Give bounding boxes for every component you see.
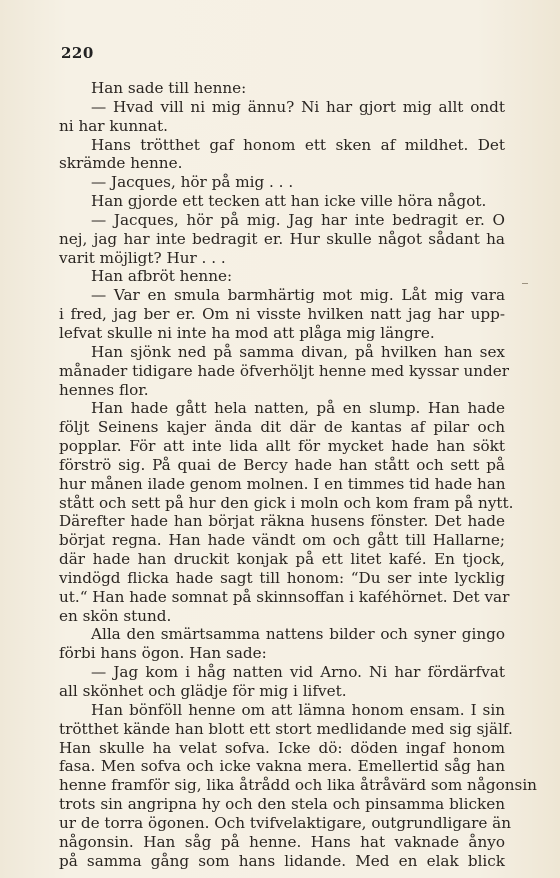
text-line: — Jacques, hör på mig . . . [91,173,294,192]
text-line: hur månen ilade genom molnen. I en timmes tid hade han [59,474,506,493]
text-line: på samma gång som hans lidande. Med en elak blick [59,851,505,870]
text-line: förbi hans ögon. Han sade: [59,644,267,663]
text-line: Hans trötthet gaf honom ett sken af mildhet. Det [91,135,505,154]
text-line: trötthet kände han blott ett stort medlidande med sig själf. [59,719,513,738]
text-line: lefvat skulle ni inte ha mod att plåga mig längre. [59,323,435,342]
text-line: stått och sett på hur den gick i moln och kom fram på nytt. [59,493,514,512]
page-number: 220 [61,44,94,62]
body-text [59,79,537,870]
margin-mark [522,283,528,284]
text-line: — Jacques, hör på mig. Jag har inte bedragit er. O [91,210,505,229]
text-line: ni har kunnat. [59,116,168,135]
text-line: Han hade gått hela natten, på en slump. Han hade [91,399,505,418]
text-line: följt Seinens kajer ända dit där de kantas af pilar och [59,418,505,437]
text-line: skrämde henne. [59,154,183,173]
text-line: ur de torra ögonen. Och tvifvelaktigare, outgrundligare än [59,813,512,832]
text-line: månader tidigare hade öfverhöljt henne med kyssar under [59,361,510,380]
text-line: henne framför sig, lika åtrådd och lika åtråvärd som någonsin [59,776,537,795]
text-line: en skön stund. [59,606,172,625]
text-line: Han sade till henne: [91,79,247,97]
text-line: trots sin angripna hy och den stela och pinsamma blicken [59,795,505,814]
text-line: ut.“ Han hade somnat på skinnsoffan i kaféhörnet. Det var [59,587,510,606]
text-line: Han skulle ha velat sofva. Icke dö: döden ingaf honom [59,738,505,757]
text-line: fasa. Men sofva och icke vakna mera. Emellertid såg han [59,757,505,776]
text-line: Han bönföll henne om att lämna honom ensam. I sin [91,700,505,719]
text-line: Han gjorde ett tecken att han icke ville höra något. [91,192,487,211]
text-line: — Hvad vill ni mig ännu? Ni har gjort mig allt ondt [91,97,505,116]
text-line: all skönhet och glädje för mig i lifvet. [59,682,347,700]
text-line: varit möjligt? Hur . . . [59,248,226,267]
text-line: Alla den smärtsamma nattens bilder och syner gingo [91,625,505,644]
text-line: vindögd flicka hade sagt till honom: “Du ser inte lycklig [59,568,505,587]
text-line: Därefter hade han börjat räkna husens fönster. Det hade [59,512,505,531]
text-line: Han sjönk ned på samma divan, på hvilken han sex [91,342,505,361]
text-line: i fred, jag ber er. Om ni visste hvilken natt jag har upp- [59,305,505,324]
text-line: popplar. För att inte lida allt för mycket hade han sökt [59,437,505,456]
text-line: — Var en smula barmhärtig mot mig. Låt mig vara [91,286,505,305]
text-line: Han afbröt henne: [91,267,233,286]
text-line: någonsin. Han såg på henne. Hans hat vaknade ånyo [59,832,505,851]
text-line: hennes flor. [59,380,149,399]
text-line: — Jag kom i håg natten vid Arno. Ni har fördärfvat [91,663,505,682]
text-line: där hade han druckit konjak på ett litet kafé. En tjock, [59,550,505,569]
text-line: förströ sig. På quai de Bercy hade han stått och sett på [59,455,505,474]
text-line: börjat regna. Han hade vändt om och gått till Hallarne; [59,531,505,550]
text-line: nej, jag har inte bedragit er. Hur skulle något sådant ha [59,229,505,248]
